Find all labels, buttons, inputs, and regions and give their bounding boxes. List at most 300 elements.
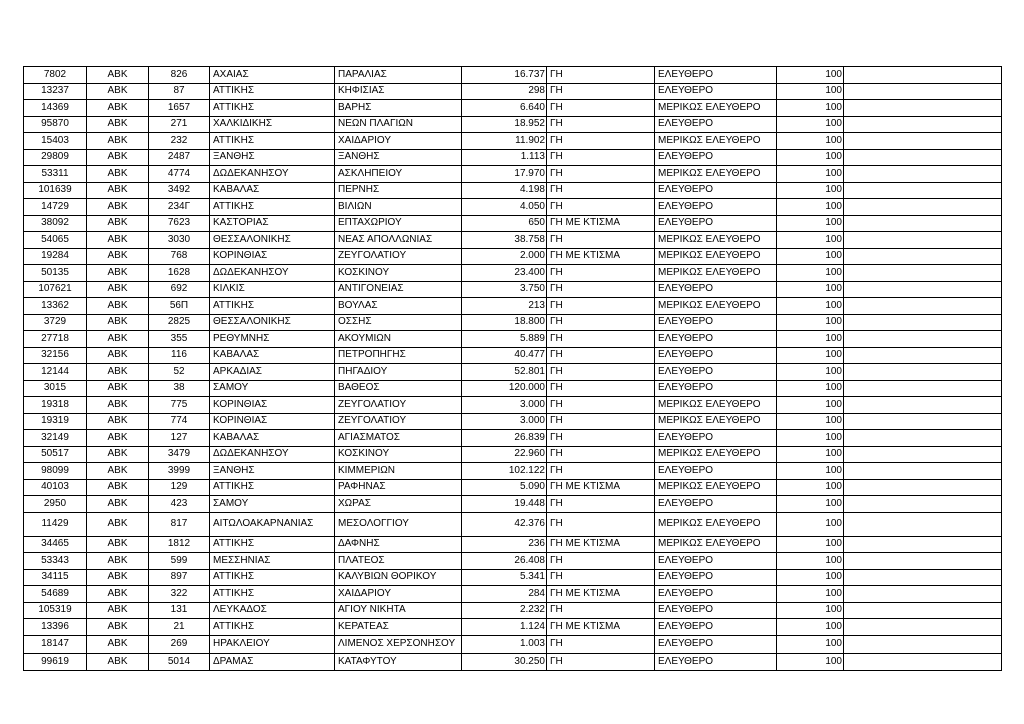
type-cell: ΓΗ	[547, 314, 655, 331]
area-cell: ΑΓΙΟΥ ΝΙΚΗΤΑ	[335, 602, 462, 619]
status-cell: ΕΛΕΥΘΕΡΟ	[655, 215, 777, 232]
code-cell: ABK	[87, 215, 149, 232]
area-cell: ΠΑΡΑΛΙΑΣ	[335, 67, 462, 84]
size-cell: 5.090	[462, 479, 547, 496]
kaek-cell: 897	[149, 569, 210, 586]
table-row	[24, 232, 1002, 249]
prefecture-cell: ΑΤΤΙΚΗΣ	[210, 83, 335, 100]
type-cell: ΓΗ ΜΕ ΚΤΙΣΜΑ	[547, 215, 655, 232]
prefecture-cell: ΜΕΣΣΗΝΙΑΣ	[210, 553, 335, 570]
area-cell: ΕΠΤΑΧΩΡΙΟΥ	[335, 215, 462, 232]
code-cell: ABK	[87, 619, 149, 636]
area-cell: ΠΕΡΝΗΣ	[335, 182, 462, 199]
status-cell: ΜΕΡΙΚΩΣ ΕΛΕΥΘΕΡΟ	[655, 100, 777, 117]
area-cell: ΖΕΥΓΟΛΑΤΙΟΥ	[335, 397, 462, 414]
kaek-cell: 2487	[149, 149, 210, 166]
record-id-cell: 27718	[24, 331, 87, 348]
status-cell: ΜΕΡΙΚΩΣ ΕΛΕΥΘΕΡΟ	[655, 413, 777, 430]
table-row	[24, 298, 1002, 315]
record-id-cell: 32149	[24, 430, 87, 447]
prefecture-cell: ΚΑΒΑΛΑΣ	[210, 182, 335, 199]
status-cell: ΕΛΕΥΘΕΡΟ	[655, 314, 777, 331]
code-cell: ABK	[87, 512, 149, 536]
empty-cell	[844, 536, 1002, 553]
type-cell: ΓΗ	[547, 654, 655, 671]
kaek-cell: 7623	[149, 215, 210, 232]
empty-cell	[844, 149, 1002, 166]
prefecture-cell: ΑΙΤΩΛΟΑΚΑΡΝΑΝΙΑΣ	[210, 512, 335, 536]
kaek-cell: 817	[149, 512, 210, 536]
size-cell: 2.000	[462, 248, 547, 265]
record-id-cell: 40103	[24, 479, 87, 496]
empty-cell	[844, 314, 1002, 331]
area-cell: ΒΑΡΗΣ	[335, 100, 462, 117]
record-id-cell: 15403	[24, 133, 87, 150]
kaek-cell: 1628	[149, 265, 210, 282]
empty-cell	[844, 512, 1002, 536]
percent-cell: 100	[777, 83, 844, 100]
record-id-cell: 50135	[24, 265, 87, 282]
code-cell: ABK	[87, 446, 149, 463]
type-cell: ΓΗ	[547, 232, 655, 249]
code-cell: ABK	[87, 83, 149, 100]
status-cell: ΜΕΡΙΚΩΣ ΕΛΕΥΘΕΡΟ	[655, 536, 777, 553]
percent-cell: 100	[777, 149, 844, 166]
percent-cell: 100	[777, 654, 844, 671]
prefecture-cell: ΔΩΔΕΚΑΝΗΣΟΥ	[210, 446, 335, 463]
kaek-cell: 52	[149, 364, 210, 381]
prefecture-cell: ΑΤΤΙΚΗΣ	[210, 569, 335, 586]
percent-cell: 100	[777, 446, 844, 463]
area-cell: ΚΟΣΚΙΝΟΥ	[335, 265, 462, 282]
size-cell: 3.000	[462, 397, 547, 414]
empty-cell	[844, 463, 1002, 480]
percent-cell: 100	[777, 397, 844, 414]
status-cell: ΕΛΕΥΘΕΡΟ	[655, 619, 777, 636]
kaek-cell: 423	[149, 496, 210, 513]
kaek-cell: 269	[149, 635, 210, 654]
prefecture-cell: ΘΕΣΣΑΛΟΝΙΚΗΣ	[210, 314, 335, 331]
prefecture-cell: ΧΑΛΚΙΔΙΚΗΣ	[210, 116, 335, 133]
type-cell: ΓΗ	[547, 331, 655, 348]
percent-cell: 100	[777, 331, 844, 348]
code-cell: ABK	[87, 248, 149, 265]
prefecture-cell: ΚΙΛΚΙΣ	[210, 281, 335, 298]
code-cell: ABK	[87, 536, 149, 553]
percent-cell: 100	[777, 100, 844, 117]
area-cell: ΚΑΛΥΒΙΩΝ ΘΟΡΙΚΟΥ	[335, 569, 462, 586]
record-id-cell: 98099	[24, 463, 87, 480]
status-cell: ΕΛΕΥΘΕΡΟ	[655, 654, 777, 671]
percent-cell: 100	[777, 619, 844, 636]
empty-cell	[844, 281, 1002, 298]
type-cell: ΓΗ ΜΕ ΚΤΙΣΜΑ	[547, 536, 655, 553]
area-cell: ΡΑΦΗΝΑΣ	[335, 479, 462, 496]
empty-cell	[844, 248, 1002, 265]
prefecture-cell: ΑΤΤΙΚΗΣ	[210, 133, 335, 150]
kaek-cell: 692	[149, 281, 210, 298]
kaek-cell: 322	[149, 586, 210, 603]
status-cell: ΕΛΕΥΘΕΡΟ	[655, 116, 777, 133]
area-cell: ΔΑΦΝΗΣ	[335, 536, 462, 553]
status-cell: ΜΕΡΙΚΩΣ ΕΛΕΥΘΕΡΟ	[655, 446, 777, 463]
table-row	[24, 635, 1002, 654]
percent-cell: 100	[777, 380, 844, 397]
percent-cell: 100	[777, 553, 844, 570]
type-cell: ΓΗ	[547, 281, 655, 298]
type-cell: ΓΗ	[547, 602, 655, 619]
percent-cell: 100	[777, 364, 844, 381]
kaek-cell: 127	[149, 430, 210, 447]
kaek-cell: 775	[149, 397, 210, 414]
percent-cell: 100	[777, 347, 844, 364]
size-cell: 38.758	[462, 232, 547, 249]
kaek-cell: 3030	[149, 232, 210, 249]
code-cell: ABK	[87, 496, 149, 513]
area-cell: ΧΑΙΔΑΡΙΟΥ	[335, 133, 462, 150]
record-id-cell: 13237	[24, 83, 87, 100]
table-row	[24, 314, 1002, 331]
code-cell: ABK	[87, 133, 149, 150]
prefecture-cell: ΚΑΒΑΛΑΣ	[210, 347, 335, 364]
kaek-cell: 355	[149, 331, 210, 348]
percent-cell: 100	[777, 463, 844, 480]
percent-cell: 100	[777, 569, 844, 586]
record-id-cell: 54689	[24, 586, 87, 603]
percent-cell: 100	[777, 116, 844, 133]
kaek-cell: 38	[149, 380, 210, 397]
empty-cell	[844, 67, 1002, 84]
size-cell: 40.477	[462, 347, 547, 364]
kaek-cell: 599	[149, 553, 210, 570]
kaek-cell: 116	[149, 347, 210, 364]
area-cell: ΞΑΝΘΗΣ	[335, 149, 462, 166]
empty-cell	[844, 182, 1002, 199]
area-cell: ΟΣΣΗΣ	[335, 314, 462, 331]
percent-cell: 100	[777, 536, 844, 553]
prefecture-cell: ΑΤΤΙΚΗΣ	[210, 100, 335, 117]
table-row	[24, 654, 1002, 671]
percent-cell: 100	[777, 314, 844, 331]
kaek-cell: 3999	[149, 463, 210, 480]
status-cell: ΕΛΕΥΘΕΡΟ	[655, 83, 777, 100]
area-cell: ΖΕΥΓΟΛΑΤΙΟΥ	[335, 248, 462, 265]
type-cell: ΓΗ ΜΕ ΚΤΙΣΜΑ	[547, 586, 655, 603]
area-cell: ΜΕΣΟΛΟΓΓΙΟΥ	[335, 512, 462, 536]
record-id-cell: 34465	[24, 536, 87, 553]
record-id-cell: 107621	[24, 281, 87, 298]
code-cell: ABK	[87, 265, 149, 282]
type-cell: ΓΗ	[547, 397, 655, 414]
empty-cell	[844, 133, 1002, 150]
code-cell: ABK	[87, 331, 149, 348]
size-cell: 213	[462, 298, 547, 315]
table-row	[24, 569, 1002, 586]
table-row	[24, 536, 1002, 553]
kaek-cell: 5014	[149, 654, 210, 671]
type-cell: ΓΗ	[547, 298, 655, 315]
percent-cell: 100	[777, 199, 844, 216]
record-id-cell: 12144	[24, 364, 87, 381]
kaek-cell: 774	[149, 413, 210, 430]
table-row	[24, 83, 1002, 100]
code-cell: ABK	[87, 654, 149, 671]
empty-cell	[844, 298, 1002, 315]
code-cell: ABK	[87, 166, 149, 183]
table-row	[24, 331, 1002, 348]
kaek-cell: 3479	[149, 446, 210, 463]
kaek-cell: 826	[149, 67, 210, 84]
empty-cell	[844, 116, 1002, 133]
record-id-cell: 34115	[24, 569, 87, 586]
status-cell: ΜΕΡΙΚΩΣ ΕΛΕΥΘΕΡΟ	[655, 298, 777, 315]
record-id-cell: 3015	[24, 380, 87, 397]
prefecture-cell: ΑΧΑΙΑΣ	[210, 67, 335, 84]
size-cell: 120.000	[462, 380, 547, 397]
area-cell: ΚΙΜΜΕΡΙΩΝ	[335, 463, 462, 480]
type-cell: ΓΗ ΜΕ ΚΤΙΣΜΑ	[547, 619, 655, 636]
prefecture-cell: ΣΑΜΟΥ	[210, 496, 335, 513]
code-cell: ABK	[87, 463, 149, 480]
code-cell: ABK	[87, 347, 149, 364]
code-cell: ABK	[87, 586, 149, 603]
size-cell: 52.801	[462, 364, 547, 381]
table-row	[24, 364, 1002, 381]
prefecture-cell: ΑΤΤΙΚΗΣ	[210, 199, 335, 216]
kaek-cell: 232	[149, 133, 210, 150]
size-cell: 284	[462, 586, 547, 603]
kaek-cell: 271	[149, 116, 210, 133]
type-cell: ΓΗ	[547, 100, 655, 117]
percent-cell: 100	[777, 281, 844, 298]
prefecture-cell: ΛΕΥΚΑΔΟΣ	[210, 602, 335, 619]
percent-cell: 100	[777, 430, 844, 447]
status-cell: ΜΕΡΙΚΩΣ ΕΛΕΥΘΕΡΟ	[655, 479, 777, 496]
size-cell: 6.640	[462, 100, 547, 117]
table-row	[24, 265, 1002, 282]
code-cell: ABK	[87, 397, 149, 414]
prefecture-cell: ΞΑΝΘΗΣ	[210, 463, 335, 480]
empty-cell	[844, 619, 1002, 636]
kaek-cell: 2825	[149, 314, 210, 331]
type-cell: ΓΗ	[547, 364, 655, 381]
status-cell: ΜΕΡΙΚΩΣ ΕΛΕΥΘΕΡΟ	[655, 265, 777, 282]
area-cell: ΑΣΚΛΗΠΕΙΟΥ	[335, 166, 462, 183]
record-id-cell: 11429	[24, 512, 87, 536]
size-cell: 1.113	[462, 149, 547, 166]
kaek-cell: 56Π	[149, 298, 210, 315]
type-cell: ΓΗ	[547, 430, 655, 447]
empty-cell	[844, 331, 1002, 348]
code-cell: ABK	[87, 232, 149, 249]
empty-cell	[844, 602, 1002, 619]
status-cell: ΕΛΕΥΘΕΡΟ	[655, 635, 777, 654]
type-cell: ΓΗ	[547, 182, 655, 199]
table-row	[24, 397, 1002, 414]
table-row	[24, 100, 1002, 117]
record-id-cell: 14729	[24, 199, 87, 216]
area-cell: ΝΕΩΝ ΠΛΑΓΙΩΝ	[335, 116, 462, 133]
code-cell: ABK	[87, 298, 149, 315]
empty-cell	[844, 397, 1002, 414]
type-cell: ΓΗ	[547, 265, 655, 282]
record-id-cell: 3729	[24, 314, 87, 331]
type-cell: ΓΗ	[547, 149, 655, 166]
record-id-cell: 54065	[24, 232, 87, 249]
status-cell: ΜΕΡΙΚΩΣ ΕΛΕΥΘΕΡΟ	[655, 512, 777, 536]
percent-cell: 100	[777, 182, 844, 199]
empty-cell	[844, 100, 1002, 117]
prefecture-cell: ΑΤΤΙΚΗΣ	[210, 586, 335, 603]
prefecture-cell: ΡΕΘΥΜΝΗΣ	[210, 331, 335, 348]
record-id-cell: 13396	[24, 619, 87, 636]
type-cell: ΓΗ	[547, 67, 655, 84]
status-cell: ΜΕΡΙΚΩΣ ΕΛΕΥΘΕΡΟ	[655, 248, 777, 265]
table-row	[24, 347, 1002, 364]
prefecture-cell: ΔΡΑΜΑΣ	[210, 654, 335, 671]
status-cell: ΕΛΕΥΘΕΡΟ	[655, 586, 777, 603]
status-cell: ΕΛΕΥΘΕΡΟ	[655, 553, 777, 570]
code-cell: ABK	[87, 314, 149, 331]
size-cell: 17.970	[462, 166, 547, 183]
area-cell: ΠΗΓΑΔΙΟΥ	[335, 364, 462, 381]
status-cell: ΕΛΕΥΘΕΡΟ	[655, 602, 777, 619]
size-cell: 3.750	[462, 281, 547, 298]
percent-cell: 100	[777, 512, 844, 536]
empty-cell	[844, 654, 1002, 671]
code-cell: ABK	[87, 553, 149, 570]
percent-cell: 100	[777, 265, 844, 282]
area-cell: ΚΑΤΑΦΥΤΟΥ	[335, 654, 462, 671]
record-id-cell: 53311	[24, 166, 87, 183]
empty-cell	[844, 347, 1002, 364]
property-sheet	[23, 66, 1002, 671]
record-id-cell: 7802	[24, 67, 87, 84]
size-cell: 16.737	[462, 67, 547, 84]
size-cell: 42.376	[462, 512, 547, 536]
status-cell: ΕΛΕΥΘΕΡΟ	[655, 380, 777, 397]
type-cell: ΓΗ	[547, 116, 655, 133]
kaek-cell: 131	[149, 602, 210, 619]
status-cell: ΜΕΡΙΚΩΣ ΕΛΕΥΘΕΡΟ	[655, 166, 777, 183]
percent-cell: 100	[777, 215, 844, 232]
size-cell: 26.839	[462, 430, 547, 447]
property-table	[23, 66, 1002, 671]
percent-cell: 100	[777, 602, 844, 619]
table-row	[24, 463, 1002, 480]
record-id-cell: 101639	[24, 182, 87, 199]
status-cell: ΕΛΕΥΘΕΡΟ	[655, 364, 777, 381]
kaek-cell: 4774	[149, 166, 210, 183]
record-id-cell: 105319	[24, 602, 87, 619]
prefecture-cell: ΞΑΝΘΗΣ	[210, 149, 335, 166]
size-cell: 1.003	[462, 635, 547, 654]
table-row	[24, 479, 1002, 496]
type-cell: ΓΗ	[547, 569, 655, 586]
kaek-cell: 234Γ	[149, 199, 210, 216]
type-cell: ΓΗ	[547, 199, 655, 216]
table-row	[24, 215, 1002, 232]
table-row	[24, 67, 1002, 84]
prefecture-cell: ΚΟΡΙΝΘΙΑΣ	[210, 397, 335, 414]
empty-cell	[844, 413, 1002, 430]
type-cell: ΓΗ ΜΕ ΚΤΙΣΜΑ	[547, 248, 655, 265]
record-id-cell: 2950	[24, 496, 87, 513]
size-cell: 5.341	[462, 569, 547, 586]
status-cell: ΕΛΕΥΘΕΡΟ	[655, 281, 777, 298]
table-row	[24, 380, 1002, 397]
percent-cell: 100	[777, 586, 844, 603]
record-id-cell: 19284	[24, 248, 87, 265]
prefecture-cell: ΑΤΤΙΚΗΣ	[210, 536, 335, 553]
size-cell: 298	[462, 83, 547, 100]
code-cell: ABK	[87, 602, 149, 619]
code-cell: ABK	[87, 199, 149, 216]
table-row	[24, 199, 1002, 216]
type-cell: ΓΗ	[547, 463, 655, 480]
table-row	[24, 281, 1002, 298]
size-cell: 11.902	[462, 133, 547, 150]
table-row	[24, 512, 1002, 536]
record-id-cell: 32156	[24, 347, 87, 364]
record-id-cell: 18147	[24, 635, 87, 654]
type-cell: ΓΗ	[547, 347, 655, 364]
record-id-cell: 29809	[24, 149, 87, 166]
table-row	[24, 149, 1002, 166]
empty-cell	[844, 265, 1002, 282]
table-row	[24, 430, 1002, 447]
size-cell: 1.124	[462, 619, 547, 636]
empty-cell	[844, 496, 1002, 513]
type-cell: ΓΗ	[547, 496, 655, 513]
code-cell: ABK	[87, 479, 149, 496]
size-cell: 18.952	[462, 116, 547, 133]
area-cell: ΚΕΡΑΤΕΑΣ	[335, 619, 462, 636]
size-cell: 236	[462, 536, 547, 553]
code-cell: ABK	[87, 100, 149, 117]
status-cell: ΕΛΕΥΘΕΡΟ	[655, 67, 777, 84]
table-body	[24, 67, 1002, 671]
record-id-cell: 95870	[24, 116, 87, 133]
area-cell: ΒΑΘΕΟΣ	[335, 380, 462, 397]
kaek-cell: 21	[149, 619, 210, 636]
table-row	[24, 133, 1002, 150]
status-cell: ΕΛΕΥΘΕΡΟ	[655, 430, 777, 447]
table-row	[24, 446, 1002, 463]
prefecture-cell: ΚΑΣΤΟΡΙΑΣ	[210, 215, 335, 232]
percent-cell: 100	[777, 413, 844, 430]
table-row	[24, 166, 1002, 183]
prefecture-cell: ΑΤΤΙΚΗΣ	[210, 298, 335, 315]
percent-cell: 100	[777, 232, 844, 249]
prefecture-cell: ΑΤΤΙΚΗΣ	[210, 619, 335, 636]
status-cell: ΕΛΕΥΘΕΡΟ	[655, 347, 777, 364]
area-cell: ΑΓΙΑΣΜΑΤΟΣ	[335, 430, 462, 447]
code-cell: ABK	[87, 635, 149, 654]
area-cell: ΒΙΛΙΩΝ	[335, 199, 462, 216]
code-cell: ABK	[87, 116, 149, 133]
code-cell: ABK	[87, 413, 149, 430]
empty-cell	[844, 446, 1002, 463]
table-row	[24, 413, 1002, 430]
size-cell: 30.250	[462, 654, 547, 671]
status-cell: ΕΛΕΥΘΕΡΟ	[655, 182, 777, 199]
code-cell: ABK	[87, 149, 149, 166]
kaek-cell: 3492	[149, 182, 210, 199]
table-row	[24, 553, 1002, 570]
status-cell: ΕΛΕΥΘΕΡΟ	[655, 463, 777, 480]
status-cell: ΕΛΕΥΘΕΡΟ	[655, 569, 777, 586]
